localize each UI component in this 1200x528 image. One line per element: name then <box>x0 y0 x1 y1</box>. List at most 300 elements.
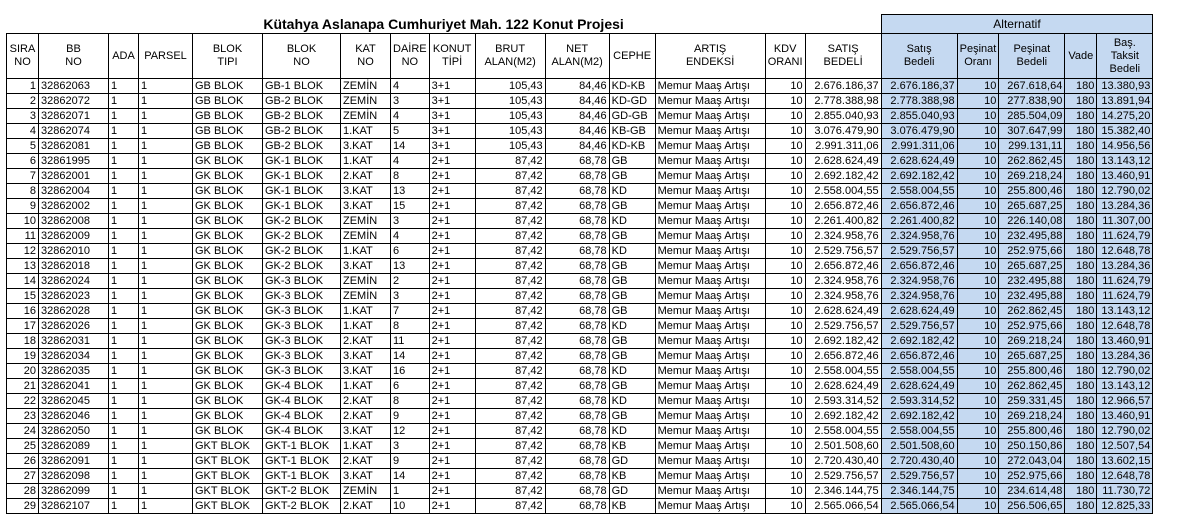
cell-konut-tipi: 2+1 <box>429 484 475 499</box>
table-row <box>7 274 1153 289</box>
cell-ada: 1 <box>109 349 139 364</box>
cell-kat-no: ZEMİN <box>341 214 391 229</box>
cell-cephe: KD <box>609 424 655 439</box>
cell-vade: 180 <box>1065 124 1097 139</box>
cell-cephe: KD-GD <box>609 94 655 109</box>
cell-brut: 105,43 <box>475 124 545 139</box>
cell-bbno: 32862045 <box>39 394 109 409</box>
cell-alt-satis: 2.529.756,57 <box>881 244 957 259</box>
cell-pesinat-orani: 10 <box>957 274 999 289</box>
cell-net: 68,78 <box>545 154 609 169</box>
cell-bas-taksit: 13.284,36 <box>1097 349 1153 364</box>
cell-net: 84,46 <box>545 79 609 94</box>
cell-ada: 1 <box>109 109 139 124</box>
cell-blok-no: GKT-1 BLOK <box>263 439 341 454</box>
cell-satis: 2.692.182,42 <box>805 409 881 424</box>
cell-konut-tipi: 2+1 <box>429 169 475 184</box>
table-row <box>7 154 1153 169</box>
cell-kdv: 10 <box>765 424 805 439</box>
cell-pesinat-bedeli: 259.331,45 <box>999 394 1065 409</box>
cell-kat-no: 1.KAT <box>341 304 391 319</box>
table-row <box>7 379 1153 394</box>
col-header-blok-tipi: BLOK TIPI <box>193 34 263 79</box>
cell-pesinat-orani: 10 <box>957 169 999 184</box>
cell-blok-tipi: GKT BLOK <box>193 469 263 484</box>
cell-sira: 2 <box>7 94 39 109</box>
cell-pesinat-orani: 10 <box>957 154 999 169</box>
cell-cephe: GD <box>609 454 655 469</box>
cell-alt-satis: 2.855.040,93 <box>881 109 957 124</box>
cell-bbno: 32862098 <box>39 469 109 484</box>
cell-artis: Memur Maaş Artışı <box>655 439 765 454</box>
cell-sira: 12 <box>7 244 39 259</box>
table-body <box>7 79 1153 514</box>
cell-ada: 1 <box>109 289 139 304</box>
cell-parsel: 1 <box>139 139 193 154</box>
cell-bas-taksit: 12.790,02 <box>1097 364 1153 379</box>
cell-kdv: 10 <box>765 259 805 274</box>
col-header-cephe: CEPHE <box>609 34 655 79</box>
cell-kat-no: 3.KAT <box>341 184 391 199</box>
cell-blok-no: GK-4 BLOK <box>263 379 341 394</box>
cell-brut: 87,42 <box>475 154 545 169</box>
cell-pesinat-bedeli: 265.687,25 <box>999 199 1065 214</box>
cell-kdv: 10 <box>765 469 805 484</box>
cell-konut-tipi: 2+1 <box>429 394 475 409</box>
cell-artis: Memur Maaş Artışı <box>655 394 765 409</box>
cell-kat-no: 3.KAT <box>341 259 391 274</box>
table-row <box>7 169 1153 184</box>
cell-blok-no: GK-2 BLOK <box>263 214 341 229</box>
cell-bas-taksit: 13.460,91 <box>1097 169 1153 184</box>
cell-alt-satis: 2.692.182,42 <box>881 334 957 349</box>
cell-konut-tipi: 2+1 <box>429 259 475 274</box>
cell-kat-no: 3.KAT <box>341 199 391 214</box>
cell-net: 68,78 <box>545 244 609 259</box>
cell-kat-no: ZEMİN <box>341 289 391 304</box>
cell-bbno: 32862024 <box>39 274 109 289</box>
cell-net: 68,78 <box>545 304 609 319</box>
cell-net: 68,78 <box>545 199 609 214</box>
cell-sira: 5 <box>7 139 39 154</box>
cell-sira: 16 <box>7 304 39 319</box>
cell-parsel: 1 <box>139 349 193 364</box>
cell-pesinat-bedeli: 256.506,65 <box>999 499 1065 514</box>
table-row <box>7 124 1153 139</box>
cell-vade: 180 <box>1065 154 1097 169</box>
cell-sira: 3 <box>7 109 39 124</box>
cell-kat-no: ZEMİN <box>341 484 391 499</box>
cell-konut-tipi: 2+1 <box>429 364 475 379</box>
cell-kdv: 10 <box>765 199 805 214</box>
cell-blok-tipi: GK BLOK <box>193 304 263 319</box>
table-row <box>7 109 1153 124</box>
cell-pesinat-orani: 10 <box>957 439 999 454</box>
cell-kat-no: 1.KAT <box>341 244 391 259</box>
col-header-net: NET ALAN(M2) <box>545 34 609 79</box>
cell-brut: 87,42 <box>475 394 545 409</box>
cell-daire-no: 14 <box>391 139 430 154</box>
cell-vade: 180 <box>1065 94 1097 109</box>
cell-sira: 15 <box>7 289 39 304</box>
cell-daire-no: 6 <box>391 244 430 259</box>
col-header-kat-no: KAT NO <box>341 34 391 79</box>
cell-blok-tipi: GKT BLOK <box>193 454 263 469</box>
cell-alt-satis: 2.692.182,42 <box>881 169 957 184</box>
cell-satis: 2.529.756,57 <box>805 319 881 334</box>
cell-cephe: KB-GB <box>609 124 655 139</box>
cell-vade: 180 <box>1065 469 1097 484</box>
cell-pesinat-orani: 10 <box>957 259 999 274</box>
cell-pesinat-bedeli: 269.218,24 <box>999 334 1065 349</box>
cell-blok-tipi: GK BLOK <box>193 274 263 289</box>
cell-cephe: GB <box>609 349 655 364</box>
cell-pesinat-bedeli: 255.800,46 <box>999 364 1065 379</box>
cell-net: 68,78 <box>545 274 609 289</box>
cell-net: 68,78 <box>545 334 609 349</box>
cell-sira: 27 <box>7 469 39 484</box>
cell-net: 68,78 <box>545 379 609 394</box>
cell-ada: 1 <box>109 439 139 454</box>
cell-brut: 87,42 <box>475 214 545 229</box>
table-row <box>7 334 1153 349</box>
cell-bas-taksit: 13.143,12 <box>1097 154 1153 169</box>
cell-blok-no: GK-1 BLOK <box>263 169 341 184</box>
table-row <box>7 439 1153 454</box>
cell-blok-tipi: GK BLOK <box>193 334 263 349</box>
cell-sira: 11 <box>7 229 39 244</box>
cell-vade: 180 <box>1065 274 1097 289</box>
cell-parsel: 1 <box>139 154 193 169</box>
cell-alt-satis: 2.628.624,49 <box>881 379 957 394</box>
cell-brut: 105,43 <box>475 139 545 154</box>
cell-kat-no: 3.KAT <box>341 364 391 379</box>
cell-konut-tipi: 2+1 <box>429 349 475 364</box>
cell-bbno: 32862031 <box>39 334 109 349</box>
cell-kdv: 10 <box>765 334 805 349</box>
cell-alt-satis: 2.692.182,42 <box>881 409 957 424</box>
cell-konut-tipi: 2+1 <box>429 304 475 319</box>
cell-satis: 2.558.004,55 <box>805 424 881 439</box>
cell-parsel: 1 <box>139 229 193 244</box>
cell-alt-satis: 2.676.186,37 <box>881 79 957 94</box>
col-header-pesinat-orani: Peşinat Oranı <box>957 34 999 79</box>
cell-brut: 105,43 <box>475 79 545 94</box>
cell-blok-no: GB-1 BLOK <box>263 79 341 94</box>
cell-bbno: 32862072 <box>39 94 109 109</box>
cell-pesinat-orani: 10 <box>957 109 999 124</box>
cell-bas-taksit: 11.730,72 <box>1097 484 1153 499</box>
col-header-satis: SATIŞ BEDELİ <box>805 34 881 79</box>
col-header-ada: ADA <box>109 34 139 79</box>
cell-alt-satis: 2.324.958,76 <box>881 289 957 304</box>
cell-cephe: KD-KB <box>609 79 655 94</box>
cell-cephe: KB <box>609 499 655 514</box>
cell-bbno: 32862035 <box>39 364 109 379</box>
table-row <box>7 319 1153 334</box>
cell-kdv: 10 <box>765 244 805 259</box>
cell-daire-no: 1 <box>391 484 430 499</box>
cell-ada: 1 <box>109 214 139 229</box>
cell-cephe: GB <box>609 409 655 424</box>
cell-pesinat-orani: 10 <box>957 469 999 484</box>
cell-artis: Memur Maaş Artışı <box>655 199 765 214</box>
cell-blok-tipi: GK BLOK <box>193 214 263 229</box>
cell-bas-taksit: 12.966,57 <box>1097 394 1153 409</box>
cell-ada: 1 <box>109 139 139 154</box>
cell-konut-tipi: 3+1 <box>429 94 475 109</box>
cell-kat-no: 3.KAT <box>341 424 391 439</box>
cell-blok-tipi: GB BLOK <box>193 124 263 139</box>
cell-net: 68,78 <box>545 349 609 364</box>
cell-sira: 9 <box>7 199 39 214</box>
cell-kat-no: 1.KAT <box>341 319 391 334</box>
cell-sira: 28 <box>7 484 39 499</box>
cell-sira: 4 <box>7 124 39 139</box>
cell-blok-no: GB-2 BLOK <box>263 94 341 109</box>
cell-brut: 87,42 <box>475 259 545 274</box>
cell-konut-tipi: 2+1 <box>429 424 475 439</box>
cell-parsel: 1 <box>139 424 193 439</box>
konut-price-table <box>6 14 1153 514</box>
cell-blok-tipi: GK BLOK <box>193 184 263 199</box>
cell-blok-tipi: GK BLOK <box>193 349 263 364</box>
cell-pesinat-orani: 10 <box>957 244 999 259</box>
cell-kat-no: 1.KAT <box>341 124 391 139</box>
cell-parsel: 1 <box>139 439 193 454</box>
cell-sira: 14 <box>7 274 39 289</box>
cell-alt-satis: 2.628.624,49 <box>881 154 957 169</box>
cell-ada: 1 <box>109 424 139 439</box>
cell-bbno: 32862089 <box>39 439 109 454</box>
cell-konut-tipi: 2+1 <box>429 469 475 484</box>
cell-daire-no: 2 <box>391 274 430 289</box>
table-row <box>7 199 1153 214</box>
cell-bas-taksit: 13.460,91 <box>1097 409 1153 424</box>
cell-pesinat-orani: 10 <box>957 214 999 229</box>
cell-parsel: 1 <box>139 79 193 94</box>
cell-daire-no: 3 <box>391 94 430 109</box>
cell-pesinat-orani: 10 <box>957 349 999 364</box>
cell-daire-no: 4 <box>391 229 430 244</box>
cell-ada: 1 <box>109 199 139 214</box>
cell-blok-tipi: GB BLOK <box>193 79 263 94</box>
cell-kdv: 10 <box>765 499 805 514</box>
cell-brut: 87,42 <box>475 319 545 334</box>
cell-vade: 180 <box>1065 379 1097 394</box>
cell-pesinat-bedeli: 262.862,45 <box>999 304 1065 319</box>
cell-kdv: 10 <box>765 394 805 409</box>
cell-parsel: 1 <box>139 454 193 469</box>
cell-pesinat-bedeli: 285.504,09 <box>999 109 1065 124</box>
cell-pesinat-bedeli: 255.800,46 <box>999 184 1065 199</box>
cell-artis: Memur Maaş Artışı <box>655 214 765 229</box>
cell-cephe: GB <box>609 229 655 244</box>
cell-bas-taksit: 13.380,93 <box>1097 79 1153 94</box>
cell-cephe: KD <box>609 364 655 379</box>
cell-bas-taksit: 12.790,02 <box>1097 424 1153 439</box>
cell-kat-no: 2.KAT <box>341 334 391 349</box>
cell-pesinat-orani: 10 <box>957 94 999 109</box>
cell-pesinat-bedeli: 277.838,90 <box>999 94 1065 109</box>
cell-bas-taksit: 11.624,79 <box>1097 289 1153 304</box>
col-header-blok-no: BLOK NO <box>263 34 341 79</box>
cell-vade: 180 <box>1065 319 1097 334</box>
cell-parsel: 1 <box>139 469 193 484</box>
cell-daire-no: 4 <box>391 154 430 169</box>
cell-blok-no: GK-4 BLOK <box>263 394 341 409</box>
cell-sira: 1 <box>7 79 39 94</box>
cell-ada: 1 <box>109 319 139 334</box>
cell-net: 68,78 <box>545 229 609 244</box>
cell-brut: 87,42 <box>475 334 545 349</box>
cell-vade: 180 <box>1065 394 1097 409</box>
cell-parsel: 1 <box>139 304 193 319</box>
cell-brut: 87,42 <box>475 289 545 304</box>
cell-satis: 2.720.430,40 <box>805 454 881 469</box>
cell-vade: 180 <box>1065 289 1097 304</box>
cell-kdv: 10 <box>765 184 805 199</box>
cell-pesinat-orani: 10 <box>957 424 999 439</box>
col-header-konut-tipi: KONUT TİPİ <box>429 34 475 79</box>
cell-satis: 2.501.508,60 <box>805 439 881 454</box>
cell-brut: 87,42 <box>475 424 545 439</box>
cell-vade: 180 <box>1065 334 1097 349</box>
cell-kat-no: 1.KAT <box>341 439 391 454</box>
cell-alt-satis: 2.529.756,57 <box>881 469 957 484</box>
cell-sira: 24 <box>7 424 39 439</box>
cell-kdv: 10 <box>765 94 805 109</box>
cell-cephe: GB <box>609 289 655 304</box>
cell-artis: Memur Maaş Artışı <box>655 94 765 109</box>
cell-konut-tipi: 2+1 <box>429 274 475 289</box>
cell-satis: 2.628.624,49 <box>805 154 881 169</box>
cell-bbno: 32862018 <box>39 259 109 274</box>
cell-net: 68,78 <box>545 439 609 454</box>
table-row <box>7 394 1153 409</box>
cell-kdv: 10 <box>765 304 805 319</box>
cell-kdv: 10 <box>765 364 805 379</box>
table-row <box>7 484 1153 499</box>
cell-net: 84,46 <box>545 94 609 109</box>
cell-kat-no: 1.KAT <box>341 379 391 394</box>
cell-bas-taksit: 14.956,56 <box>1097 139 1153 154</box>
cell-daire-no: 9 <box>391 409 430 424</box>
cell-kdv: 10 <box>765 79 805 94</box>
cell-blok-no: GK-4 BLOK <box>263 409 341 424</box>
cell-bbno: 32862008 <box>39 214 109 229</box>
table-row <box>7 409 1153 424</box>
cell-bbno: 32862050 <box>39 424 109 439</box>
cell-blok-tipi: GK BLOK <box>193 364 263 379</box>
cell-blok-tipi: GK BLOK <box>193 394 263 409</box>
cell-brut: 87,42 <box>475 169 545 184</box>
cell-bas-taksit: 15.382,40 <box>1097 124 1153 139</box>
cell-alt-satis: 2.324.958,76 <box>881 229 957 244</box>
cell-bbno: 32862026 <box>39 319 109 334</box>
cell-cephe: KD <box>609 214 655 229</box>
cell-artis: Memur Maaş Artışı <box>655 274 765 289</box>
cell-parsel: 1 <box>139 499 193 514</box>
cell-ada: 1 <box>109 154 139 169</box>
cell-kdv: 10 <box>765 274 805 289</box>
cell-cephe: GB <box>609 379 655 394</box>
cell-satis: 2.324.958,76 <box>805 229 881 244</box>
cell-pesinat-orani: 10 <box>957 379 999 394</box>
cell-daire-no: 11 <box>391 334 430 349</box>
cell-sira: 29 <box>7 499 39 514</box>
cell-pesinat-bedeli: 307.647,99 <box>999 124 1065 139</box>
cell-konut-tipi: 2+1 <box>429 289 475 304</box>
cell-net: 68,78 <box>545 289 609 304</box>
cell-blok-tipi: GK BLOK <box>193 199 263 214</box>
table-row <box>7 229 1153 244</box>
cell-kat-no: 1.KAT <box>341 154 391 169</box>
cell-satis: 2.593.314,52 <box>805 394 881 409</box>
cell-satis: 2.656.872,46 <box>805 349 881 364</box>
cell-konut-tipi: 2+1 <box>429 229 475 244</box>
cell-alt-satis: 2.778.388,98 <box>881 94 957 109</box>
cell-brut: 87,42 <box>475 379 545 394</box>
cell-satis: 2.565.066,54 <box>805 499 881 514</box>
cell-cephe: GB <box>609 259 655 274</box>
cell-vade: 180 <box>1065 409 1097 424</box>
cell-sira: 22 <box>7 394 39 409</box>
cell-kdv: 10 <box>765 409 805 424</box>
cell-kdv: 10 <box>765 214 805 229</box>
cell-bbno: 32862028 <box>39 304 109 319</box>
cell-satis: 2.346.144,75 <box>805 484 881 499</box>
cell-vade: 180 <box>1065 199 1097 214</box>
cell-vade: 180 <box>1065 229 1097 244</box>
cell-artis: Memur Maaş Artışı <box>655 229 765 244</box>
cell-konut-tipi: 2+1 <box>429 199 475 214</box>
cell-bbno: 32862010 <box>39 244 109 259</box>
cell-kat-no: 2.KAT <box>341 169 391 184</box>
cell-daire-no: 14 <box>391 349 430 364</box>
cell-cephe: GB <box>609 169 655 184</box>
col-header-bas-taksit: Baş. Taksit Bedeli <box>1097 34 1153 79</box>
cell-kdv: 10 <box>765 484 805 499</box>
cell-sira: 8 <box>7 184 39 199</box>
cell-vade: 180 <box>1065 484 1097 499</box>
cell-net: 68,78 <box>545 499 609 514</box>
cell-vade: 180 <box>1065 184 1097 199</box>
cell-cephe: KD <box>609 319 655 334</box>
cell-pesinat-orani: 10 <box>957 409 999 424</box>
cell-vade: 180 <box>1065 169 1097 184</box>
cell-brut: 87,42 <box>475 274 545 289</box>
cell-brut: 87,42 <box>475 484 545 499</box>
cell-ada: 1 <box>109 79 139 94</box>
cell-bas-taksit: 13.143,12 <box>1097 379 1153 394</box>
column-header-row <box>7 34 1153 79</box>
cell-kat-no: 2.KAT <box>341 409 391 424</box>
cell-konut-tipi: 2+1 <box>429 184 475 199</box>
cell-bas-taksit: 11.624,79 <box>1097 274 1153 289</box>
cell-alt-satis: 2.558.004,55 <box>881 184 957 199</box>
cell-kdv: 10 <box>765 229 805 244</box>
cell-net: 68,78 <box>545 169 609 184</box>
cell-ada: 1 <box>109 499 139 514</box>
cell-kat-no: ZEMİN <box>341 94 391 109</box>
cell-artis: Memur Maaş Artışı <box>655 259 765 274</box>
cell-vade: 180 <box>1065 454 1097 469</box>
cell-vade: 180 <box>1065 214 1097 229</box>
cell-kat-no: 3.KAT <box>341 349 391 364</box>
cell-pesinat-bedeli: 267.618,64 <box>999 79 1065 94</box>
cell-blok-no: GK-1 BLOK <box>263 184 341 199</box>
